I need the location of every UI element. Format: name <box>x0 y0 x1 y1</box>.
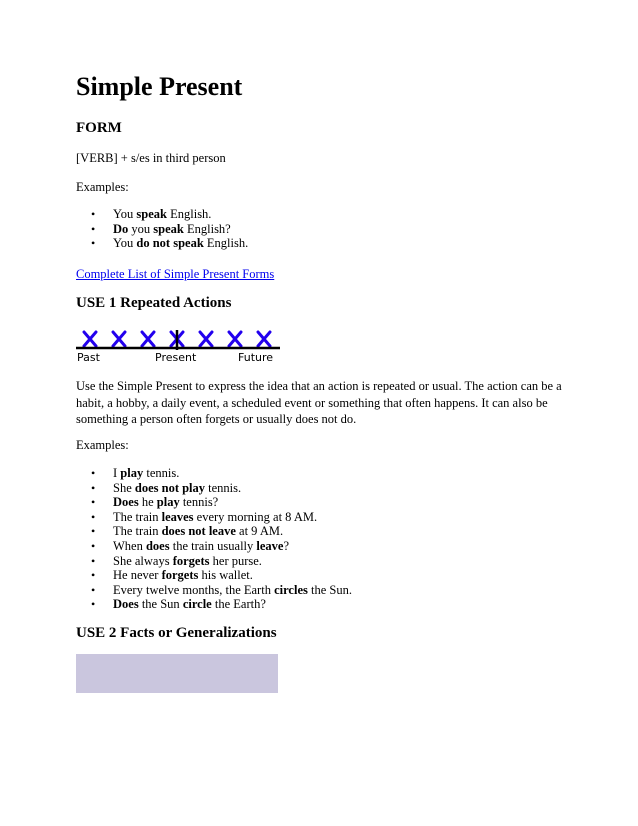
bold-verb: do not speak <box>136 236 204 251</box>
list-item <box>76 481 352 496</box>
list-item <box>76 583 352 598</box>
text-run: English. <box>203 236 249 251</box>
text-run: You <box>113 207 137 221</box>
use1-examples-label: Examples: <box>76 438 129 452</box>
text-run: he <box>138 495 157 510</box>
text-run: tennis? <box>179 495 219 510</box>
bold-verb: does not leave <box>161 524 236 539</box>
text-run: at 9 AM. <box>235 524 284 539</box>
text-run: The train <box>113 524 162 539</box>
timeline-x-mark <box>84 332 96 346</box>
text-run: the Sun. <box>307 582 352 597</box>
bold-verb: forgets <box>161 568 199 583</box>
list-item <box>76 466 352 481</box>
form-examples-label: Examples: <box>76 180 129 194</box>
text-run: his wallet. <box>198 568 253 583</box>
list-item <box>76 222 248 237</box>
timeline-label-present: Present <box>155 351 197 364</box>
bold-verb: play <box>120 466 144 480</box>
bold-verb: leave <box>256 538 284 553</box>
bold-verb: Do <box>113 221 129 236</box>
text-run: I <box>113 466 121 480</box>
use1-examples-list <box>76 466 352 612</box>
bold-verb: leaves <box>161 509 194 524</box>
list-item <box>76 539 352 554</box>
text-run: the Earth? <box>211 597 266 612</box>
use2-heading: USE 2 Facts or Generalizations <box>76 625 277 641</box>
timeline-label-past: Past <box>77 351 100 364</box>
text-run: When <box>113 538 146 553</box>
text-run: Every twelve months, the Earth <box>113 582 275 597</box>
text-run: her purse. <box>209 553 262 568</box>
list-item <box>76 510 352 525</box>
bold-verb: circle <box>182 597 212 612</box>
bold-verb: Does <box>113 597 139 612</box>
bold-verb: forgets <box>172 553 210 568</box>
form-examples-list <box>76 207 248 251</box>
timeline-x-mark <box>113 332 125 346</box>
timeline-x-mark <box>229 332 241 346</box>
timeline-x-mark <box>142 332 154 346</box>
list-item <box>76 568 352 583</box>
text-run: She always <box>113 553 173 568</box>
use1-heading: USE 1 Repeated Actions <box>76 295 232 311</box>
list-item <box>76 597 352 612</box>
bold-verb: Does <box>113 495 139 510</box>
text-run: the Sun <box>138 597 183 612</box>
timeline-x-mark <box>258 332 270 346</box>
bold-verb: does <box>145 538 170 553</box>
text-run: you <box>128 221 154 236</box>
complete-forms-link[interactable]: Complete List of Simple Present Forms <box>76 267 275 281</box>
text-run: English? <box>183 221 231 236</box>
bold-verb: speak <box>153 221 184 236</box>
text-run: tennis. <box>143 466 180 480</box>
use2-diagram-placeholder <box>76 654 278 693</box>
list-item <box>76 236 248 251</box>
text-run: the train usually <box>169 538 257 553</box>
text-run: every morning at 8 AM. <box>193 509 318 524</box>
text-run: You <box>113 236 137 251</box>
timeline-label-future: Future <box>238 351 274 364</box>
text-run: He never <box>113 568 162 583</box>
text-run: ? <box>283 538 290 553</box>
text-run: She <box>113 480 135 495</box>
list-item <box>76 495 352 510</box>
list-item <box>76 524 352 539</box>
list-item <box>76 207 248 222</box>
form-heading: FORM <box>76 120 122 136</box>
bold-verb: play <box>156 495 180 510</box>
bold-verb: circles <box>274 582 308 597</box>
page-title: Simple Present <box>76 72 243 101</box>
timeline-diagram <box>76 326 282 366</box>
bold-verb: does not play <box>134 480 206 495</box>
use1-paragraph: Use the Simple Present to express the idea that an action is repeated or usual. The action can be a habit, a hobby, a daily event, a scheduled event or something that often happens. It can also be something a person often forgets or usually does not do. <box>76 379 562 426</box>
list-item <box>76 554 352 569</box>
timeline-x-mark <box>200 332 212 346</box>
text-run: tennis. <box>205 480 242 495</box>
text-run: English. <box>166 207 212 221</box>
form-formula: [VERB] + s/es in third person <box>76 151 226 165</box>
bold-verb: speak <box>136 207 167 221</box>
text-run: The train <box>113 509 162 524</box>
